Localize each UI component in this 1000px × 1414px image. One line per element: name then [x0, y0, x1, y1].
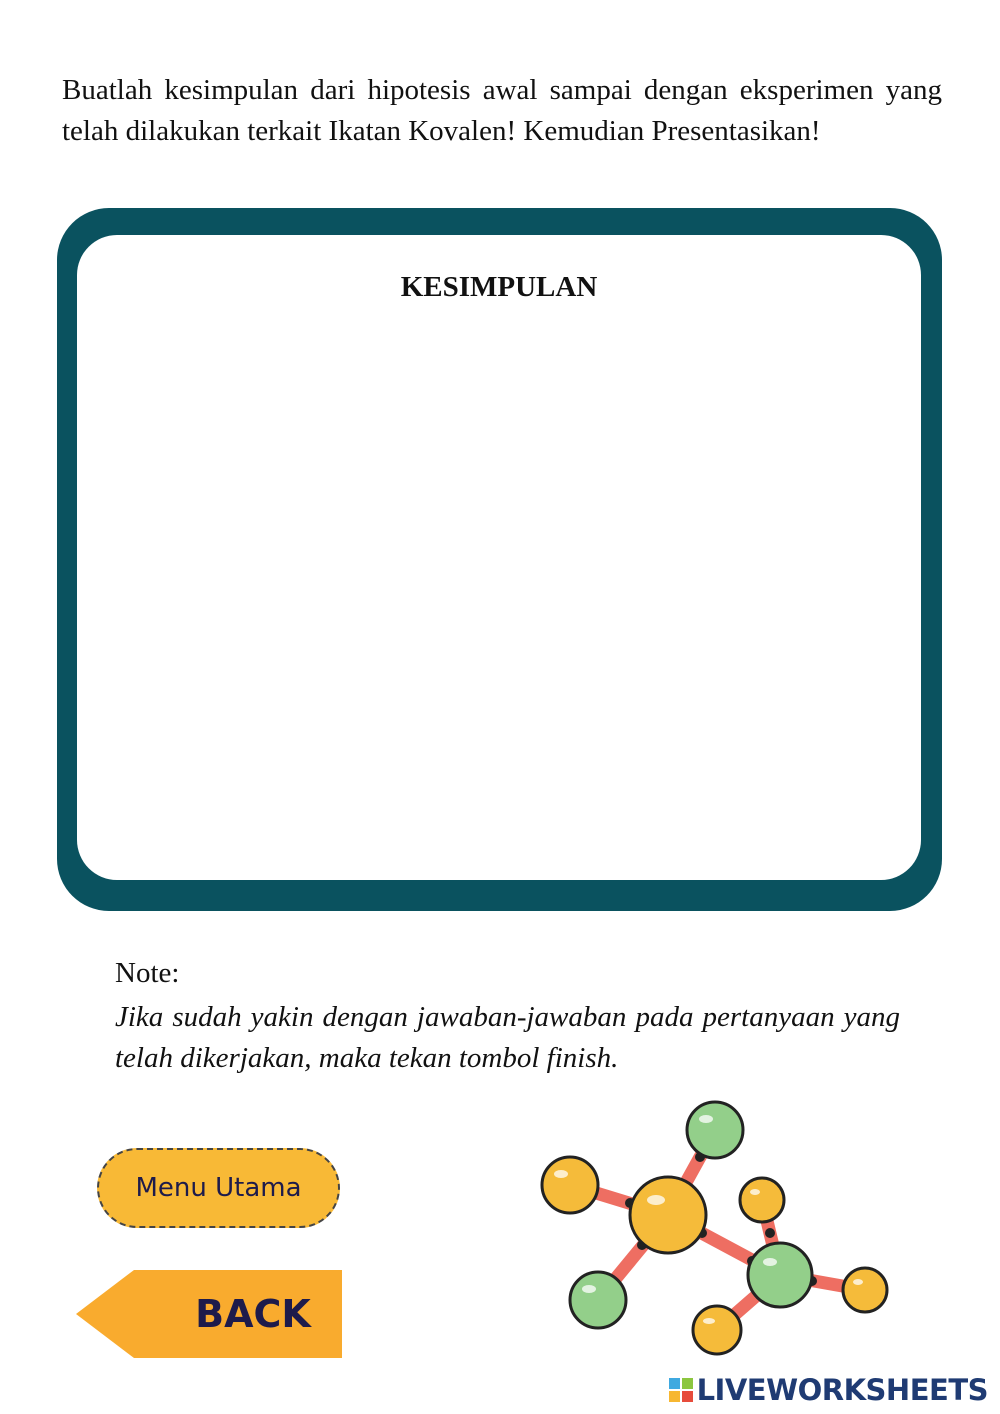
molecule-illustration	[530, 1095, 900, 1365]
back-button[interactable]	[76, 1270, 342, 1358]
back-button-label: BACK	[195, 1292, 311, 1336]
conclusion-title: KESIMPULAN	[400, 271, 598, 303]
note-label: Note:	[115, 957, 180, 989]
liveworksheets-icon	[669, 1378, 693, 1402]
menu-utama-button[interactable]: Menu Utama	[97, 1148, 340, 1228]
liveworksheets-logo	[669, 1372, 988, 1408]
note-text: Jika sudah yakin dengan jawaban-jawaban pada pertanyaan yang telah dikerjakan, maka tekan tombol finish.	[115, 1001, 900, 1074]
conclusion-answer-area[interactable]	[77, 235, 921, 880]
conclusion-frame	[57, 208, 942, 911]
liveworksheets-wordmark: LIVEWORKSHEETS	[696, 1373, 988, 1407]
instruction-text: Buatlah kesimpulan dari hipotesis awal sampai dengan eksperimen yang telah dilakukan terkait Ikatan Kovalen! Kemudian Presentasikan!	[62, 74, 942, 147]
